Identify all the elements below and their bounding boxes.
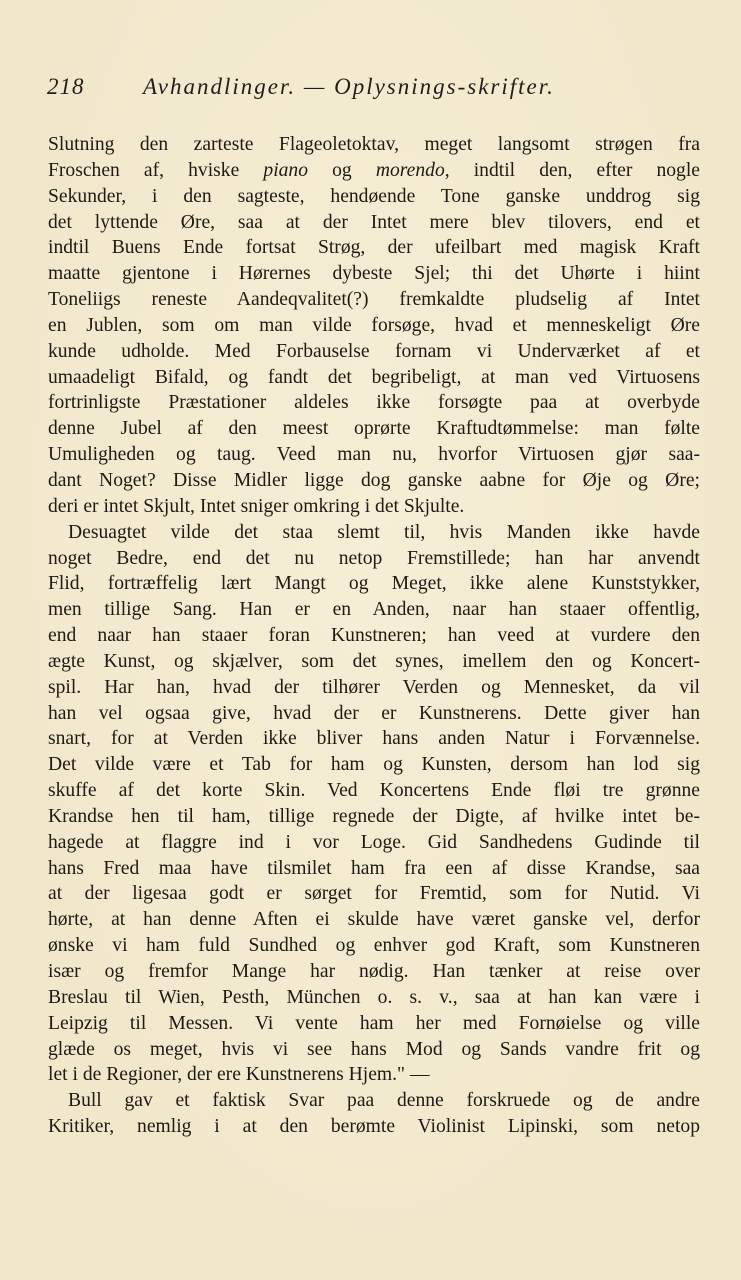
text-line: indtil Buens Ende fortsat Strøg, der ufeilbart med magisk Kraft	[48, 237, 700, 259]
text-line: spil. Har han, hvad der tilhører Verden og Mennesket, da vil	[48, 676, 700, 698]
text-line: maatte gjentone i Hørernes dybeste Sjel; thi det Uhørte i hiint	[48, 263, 700, 285]
italic-word: morendo	[375, 159, 445, 181]
text-line: skuffe af det korte Skin. Ved Koncertens Ende fløi tre grønne	[48, 780, 700, 802]
body-text	[48, 132, 700, 1140]
text-line: Flid, fortræffelig lært Mangt og Meget, ikke alene Kunststykker,	[48, 573, 700, 595]
text-line-with-italics: Froschen af, hviske piano og morendo, indtil den, efter nogle	[48, 159, 700, 181]
running-head	[47, 74, 697, 110]
text-line: denne Jubel af den meest oprørte Kraftudtømmelse: man følte	[48, 418, 700, 440]
running-title: Avhandlinger. — Oplysnings-skrifter.	[143, 74, 555, 99]
text-line: glæde os meget, hvis vi see hans Mod og Sands vandre frit og	[48, 1038, 700, 1060]
text-line: hørte, at han denne Aften ei skulde have været ganske vel, derfor	[48, 909, 700, 931]
text-line: han vel ogsaa give, hvad der er Kunstnerens. Dette giver han	[48, 702, 700, 724]
text-line: let i de Regioner, der ere Kunstnerens Hjem." —	[48, 1064, 430, 1086]
text-line: Kritiker, nemlig i at den berømte Violinist Lipinski, som netop	[48, 1116, 700, 1138]
paragraph-first-line: Bull gav et faktisk Svar paa denne forskruede og de andre	[68, 1090, 700, 1112]
text-line: Slutning den zarteste Flageoletoktav, meget langsomt strøgen fra	[48, 134, 700, 155]
text-line: hagede at flaggre ind i vor Loge. Gid Sandhedens Gudinde til	[48, 831, 700, 853]
text-line: det lyttende Øre, saa at der Intet mere blev tilovers, end et	[48, 211, 700, 233]
italic-word: piano	[263, 159, 309, 181]
text-line: end naar han staaer foran Kunstneren; han veed at vurdere den	[48, 625, 700, 647]
text-line: ønske vi ham fuld Sundhed og enhver god Kraft, som Kunstneren	[48, 935, 700, 957]
text-line: hans Fred maa have tilsmilet ham fra een af disse Krandse, saa	[48, 857, 700, 879]
text-line: Det vilde være et Tab for ham og Kunsten, dersom han lod sig	[48, 754, 700, 776]
text-line: dant Noget? Disse Midler ligge dog ganske aabne for Øje og Øre;	[48, 469, 700, 491]
text-line: deri er intet Skjult, Intet sniger omkring i det Skjulte.	[48, 495, 465, 517]
text-line: især og fremfor Mange har nødig. Han tænker at reise over	[48, 961, 700, 982]
text-line: men tillige Sang. Han er en Anden, naar han staaer offentlig,	[48, 599, 700, 621]
page-number: 218	[47, 74, 85, 99]
paragraph-first-line: Desuagtet vilde det staa slemt til, hvis Manden ikke havde	[68, 521, 700, 543]
text-line: at der ligesaa godt er sørget for Fremtid, som for Nutid. Vi	[48, 883, 700, 905]
text-line: fortrinligste Præstationer aldeles ikke forsøgte paa at overbyde	[48, 392, 700, 414]
text-line: Krandse hen til ham, tillige regnede der Digte, af hvilke intet be-	[48, 805, 700, 827]
text-line: Breslau til Wien, Pesth, München o. s. v., saa at han kan være i	[48, 986, 700, 1008]
text-line: snart, for at Verden ikke bliver hans anden Natur i Forvænnelse.	[48, 728, 700, 750]
text-line: en Jublen, som om man vilde forsøge, hvad et menneskeligt Øre	[48, 314, 700, 336]
text-line: Toneliigs reneste Aandeqvalitet(?) fremkaldte pludselig af Intet	[48, 289, 700, 311]
text-line: Sekunder, i den sagteste, hendøende Tone ganske unddrog sig	[48, 185, 700, 207]
text-line: Leipzig til Messen. Vi vente ham her med Fornøielse og ville	[48, 1012, 700, 1034]
text-line: umaadeligt Bifald, og fandt det begribeligt, at man ved Virtuosens	[48, 366, 700, 388]
text-line: ægte Kunst, og skjælver, som det synes, imellem den og Koncert-	[48, 650, 700, 672]
text-line: noget Bedre, end det nu netop Fremstillede; han har anvendt	[48, 547, 700, 569]
text-line: Umuligheden og taug. Veed man nu, hvorfor Virtuosen gjør saa-	[48, 444, 700, 466]
text-line: kunde udholde. Med Forbauselse fornam vi Underværket af et	[48, 340, 700, 362]
